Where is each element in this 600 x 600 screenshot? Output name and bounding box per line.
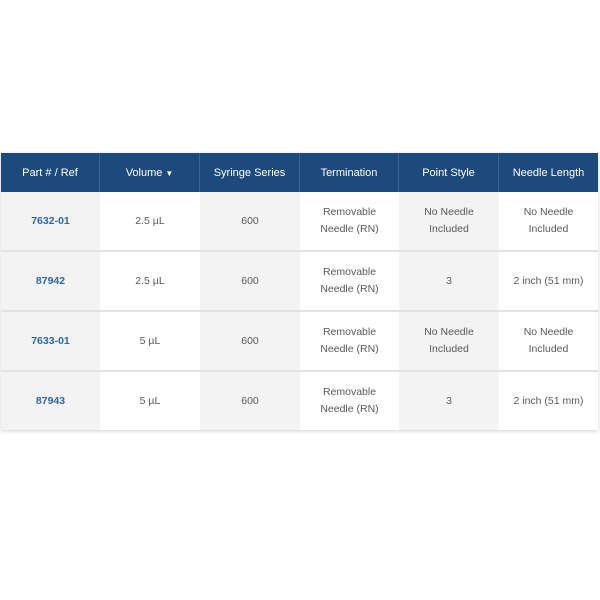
header-volume[interactable]: [100, 153, 200, 192]
header-syringe-series-label: Syringe Series: [213, 166, 286, 179]
cell-syringe-series: 600: [200, 372, 300, 430]
cell-point-style: 3: [399, 372, 499, 430]
point-style-line-1: No Needle: [424, 206, 474, 218]
part-link[interactable]: 7632-01: [31, 214, 70, 227]
header-volume-label: Volume: [125, 166, 163, 179]
header-syringe-series[interactable]: [200, 153, 300, 192]
cell-syringe-series: 600: [200, 312, 300, 372]
table-row: [1, 312, 598, 372]
needle-length-line-1: No Needle: [523, 326, 574, 338]
cell-syringe-series: 600: [200, 252, 300, 312]
termination-line-1: Removable: [322, 326, 377, 338]
header-termination[interactable]: [300, 153, 399, 192]
header-point-style[interactable]: [399, 153, 499, 192]
cell-part-ref: [1, 372, 100, 430]
termination-line-1: Removable: [322, 386, 377, 398]
header-needle-length-label: Needle Length: [512, 166, 585, 179]
cell-needle-length: [499, 312, 598, 372]
cell-part-ref: [1, 312, 100, 372]
part-link[interactable]: 87942: [35, 274, 66, 287]
cell-part-ref: [1, 192, 100, 252]
cell-point-style: [399, 192, 499, 252]
point-style-line-2: Included: [429, 343, 469, 355]
table-row: [1, 192, 598, 252]
point-style-line-1: No Needle: [424, 326, 474, 338]
cell-point-style: [399, 312, 499, 372]
needle-length-line-2: Included: [528, 223, 569, 235]
cell-termination: [300, 252, 399, 312]
cell-point-style: 3: [399, 252, 499, 312]
cell-needle-length: [499, 192, 598, 252]
header-point-style-label: Point Style: [422, 166, 475, 179]
header-needle-length[interactable]: [499, 153, 598, 192]
needle-length-line-2: Included: [528, 343, 569, 355]
needle-length-line-1: No Needle: [523, 206, 574, 218]
header-part-ref[interactable]: [1, 153, 100, 192]
termination-line-1: Removable: [322, 206, 377, 218]
cell-volume: 5 µL: [100, 312, 200, 372]
cell-needle-length: 2 inch (51 mm): [499, 372, 598, 430]
termination-line-1: Removable: [322, 266, 377, 278]
table-row: [1, 372, 598, 430]
cell-syringe-series: 600: [200, 192, 300, 252]
part-link[interactable]: 7633-01: [31, 334, 70, 347]
termination-line-2: Needle (RN): [320, 343, 379, 355]
product-table-container: [1, 153, 598, 430]
termination-line-2: Needle (RN): [320, 403, 379, 415]
table-header-row: [1, 153, 598, 192]
header-termination-label: Termination: [320, 166, 378, 179]
part-link[interactable]: 87943: [35, 394, 66, 407]
cell-termination: [300, 192, 399, 252]
cell-termination: [300, 312, 399, 372]
table-row: [1, 252, 598, 312]
product-table: [1, 153, 598, 430]
termination-line-2: Needle (RN): [320, 283, 379, 295]
cell-volume: 5 µL: [100, 372, 200, 430]
cell-needle-length: 2 inch (51 mm): [499, 252, 598, 312]
point-style-line-2: Included: [429, 223, 469, 235]
cell-termination: [300, 372, 399, 430]
cell-volume: 2.5 µL: [100, 252, 200, 312]
sort-descending-icon[interactable]: ▼: [165, 168, 174, 178]
cell-part-ref: [1, 252, 100, 312]
header-part-ref-label: Part # / Ref: [22, 166, 78, 179]
cell-volume: 2.5 µL: [100, 192, 200, 252]
termination-line-2: Needle (RN): [320, 223, 379, 235]
